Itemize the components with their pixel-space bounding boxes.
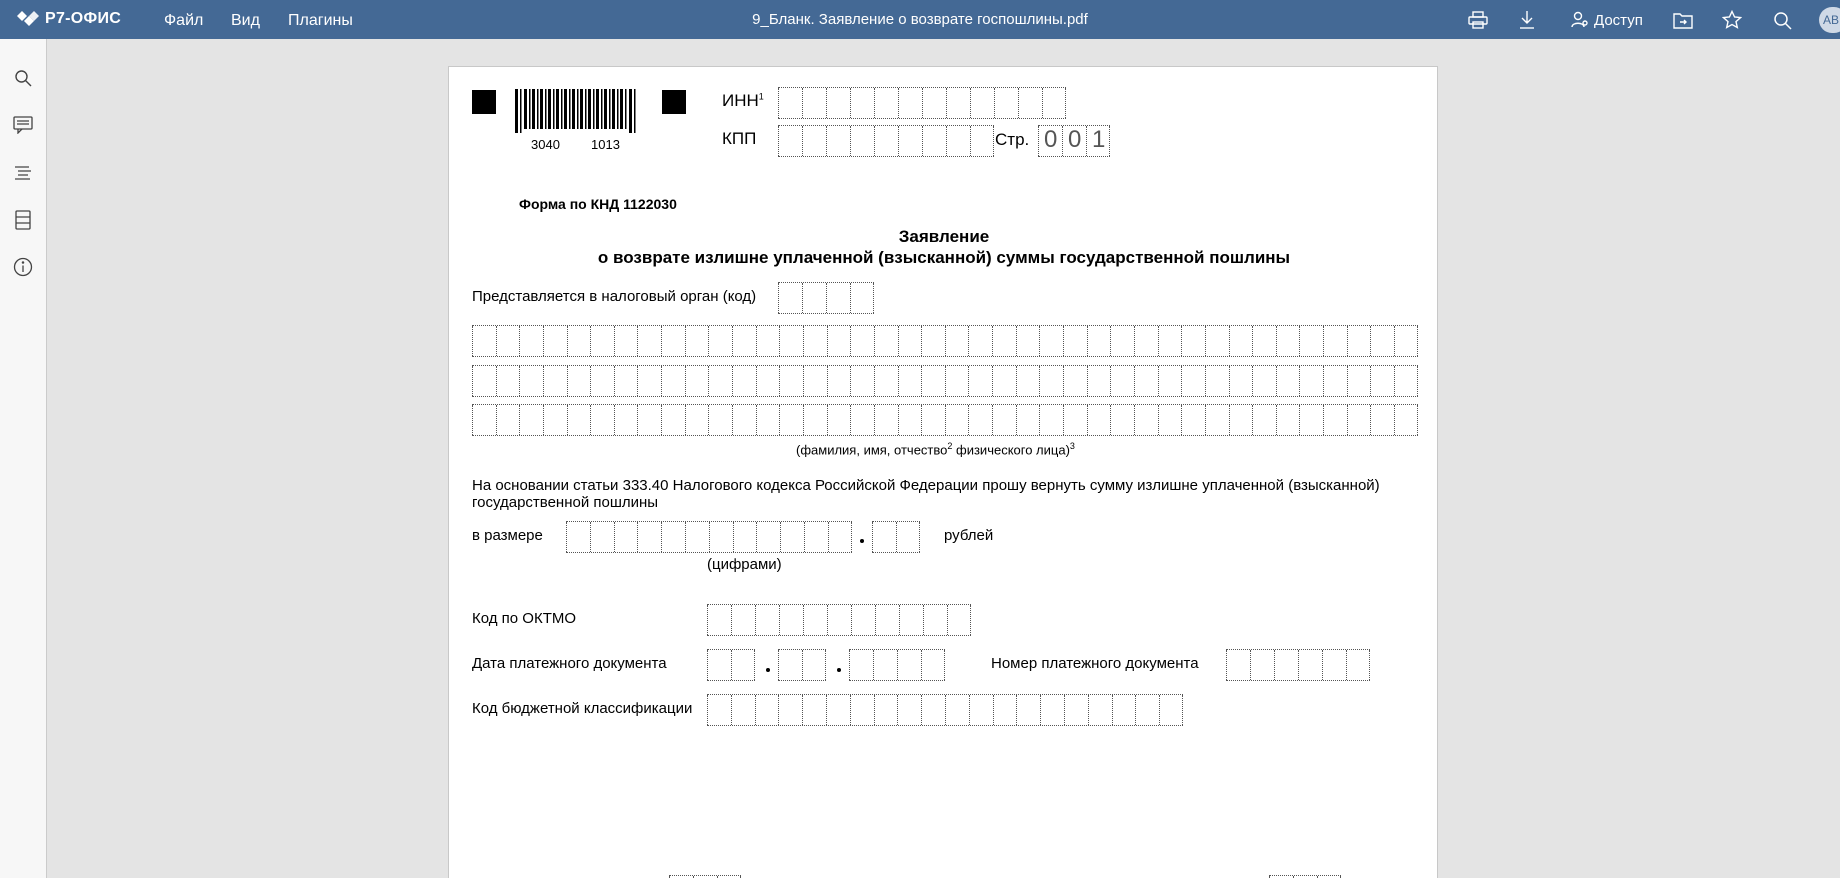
input-cell[interactable] [874,695,898,725]
input-cell[interactable] [874,405,898,435]
fio-field-line1[interactable] [472,325,1418,357]
input-cell[interactable] [707,695,731,725]
input-cell[interactable] [1229,405,1253,435]
input-cell[interactable] [850,366,874,396]
input-cell[interactable] [1159,695,1183,725]
input-cell[interactable] [804,522,828,552]
input-cell[interactable] [1394,326,1418,356]
search-icon[interactable] [11,66,35,90]
input-cell[interactable] [543,366,567,396]
input-cell[interactable] [872,522,896,552]
input-cell[interactable] [1205,366,1229,396]
input-cell[interactable] [567,326,591,356]
page-digit-2: 0 [1068,126,1082,153]
input-cell[interactable] [827,605,851,635]
input-cell[interactable] [1063,326,1087,356]
navigation-icon[interactable] [11,161,35,185]
input-cell[interactable] [780,522,804,552]
input-cell[interactable] [1181,326,1205,356]
input-cell[interactable] [828,522,852,552]
payment-date-day-field[interactable] [707,649,755,681]
input-cell[interactable] [732,366,756,396]
input-cell[interactable] [708,366,732,396]
folder-icon[interactable] [1672,9,1694,31]
input-cell[interactable] [992,405,1016,435]
input-cell[interactable] [661,366,685,396]
input-cell[interactable] [802,126,826,156]
alignment-mark-left [472,90,496,114]
input-cell[interactable] [707,605,731,635]
fio-field-line2[interactable] [472,365,1418,397]
input-cell[interactable] [590,405,614,435]
input-cell[interactable] [849,650,873,680]
input-cell[interactable] [590,366,614,396]
input-cell[interactable] [1252,366,1276,396]
inn-label: ИНН$^1$ [722,91,764,110]
input-cell[interactable] [994,88,1018,118]
input-cell[interactable] [779,366,803,396]
payment-date-year-field[interactable] [849,649,945,681]
input-cell[interactable] [921,405,945,435]
input-cell[interactable] [803,405,827,435]
input-cell[interactable] [873,650,897,680]
input-cell[interactable] [707,650,731,680]
input-cell[interactable] [1299,405,1323,435]
input-cell[interactable] [1252,405,1276,435]
barcode [515,89,643,139]
input-cell[interactable] [921,695,945,725]
input-cell[interactable] [1039,326,1063,356]
input-cell[interactable] [947,605,971,635]
input-cell[interactable] [779,605,803,635]
input-cell[interactable] [874,366,898,396]
input-cell[interactable] [1370,405,1394,435]
input-cell[interactable] [803,605,827,635]
input-cell[interactable] [1016,405,1040,435]
input-cell[interactable] [637,405,661,435]
input-cell[interactable] [922,126,946,156]
input-cell[interactable] [1252,326,1276,356]
barcode-number-left: 3040 [531,137,560,152]
payment-number-field[interactable] [1226,649,1370,681]
user-avatar[interactable]: АВ [1819,7,1840,33]
input-cell[interactable] [1087,326,1111,356]
input-cell[interactable] [945,366,969,396]
top-toolbar [0,0,1840,39]
input-cell[interactable] [850,283,874,313]
input-cell[interactable] [1323,405,1347,435]
input-cell[interactable] [1134,405,1158,435]
logo-text: Р7-ОФИС [45,10,122,27]
input-cell[interactable] [968,326,992,356]
input-cell[interactable] [850,126,874,156]
input-cell[interactable] [898,405,922,435]
input-cell[interactable] [756,405,780,435]
input-cell[interactable] [1322,650,1346,680]
access-label: Доступ [1594,11,1643,29]
input-cell[interactable] [731,650,755,680]
printer-icon[interactable] [1467,9,1489,31]
kbk-label: Код бюджетной классификации [472,700,693,717]
input-cell[interactable] [733,522,757,552]
barcode-number-right: 1013 [591,137,620,152]
input-cell[interactable] [732,405,756,435]
input-cell[interactable] [566,522,590,552]
comments-icon[interactable] [11,113,35,137]
input-cell[interactable] [851,605,875,635]
input-cell[interactable] [968,405,992,435]
input-cell[interactable] [1110,366,1134,396]
input-cell[interactable] [519,326,543,356]
amount-rubles-field[interactable] [566,521,852,553]
input-cell[interactable] [496,405,520,435]
input-cell[interactable] [1016,326,1040,356]
input-cell[interactable] [614,366,638,396]
input-cell[interactable] [1158,326,1182,356]
input-cell[interactable] [1039,405,1063,435]
input-cell[interactable] [1394,405,1418,435]
input-cell[interactable] [1087,366,1111,396]
input-cell[interactable] [802,283,826,313]
input-cell[interactable] [922,88,946,118]
input-cell[interactable] [850,695,874,725]
input-cell[interactable] [756,522,780,552]
input-cell[interactable] [946,88,970,118]
access-button[interactable] [1571,10,1643,30]
page-number-label: Стр. [995,130,1030,149]
input-cell[interactable] [472,366,496,396]
input-cell[interactable] [945,405,969,435]
input-cell[interactable] [1250,650,1274,680]
input-cell[interactable] [472,326,496,356]
input-cell[interactable] [1110,405,1134,435]
input-cell[interactable] [756,326,780,356]
amount-kopecks-field[interactable] [872,521,920,553]
input-cell[interactable] [1135,695,1159,725]
thumbnails-icon[interactable] [11,208,35,232]
input-cell[interactable] [685,366,709,396]
document-title: 9_Бланк. Заявление о возврате госпошлины.pdf [752,11,1088,28]
input-cell[interactable] [661,326,685,356]
input-cell[interactable] [496,326,520,356]
input-cell[interactable] [1298,650,1322,680]
input-cell[interactable] [945,326,969,356]
input-cell[interactable] [923,605,947,635]
input-cell[interactable] [756,366,780,396]
input-cell[interactable] [1370,366,1394,396]
left-sidebar [0,39,47,878]
input-cell[interactable] [874,126,898,156]
menu-view[interactable]: Вид [231,12,260,29]
input-cell[interactable] [875,605,899,635]
document-page [448,66,1438,878]
input-cell[interactable] [921,650,945,680]
input-cell[interactable] [1370,326,1394,356]
input-cell[interactable] [1205,405,1229,435]
decimal-point [860,539,864,543]
date-separator-2 [837,668,841,672]
digits-caption: (цифрами) [707,556,782,573]
input-cell[interactable] [709,522,733,552]
amount-label: в размере [472,527,543,544]
input-cell[interactable] [803,366,827,396]
input-cell[interactable] [874,88,898,118]
input-cell[interactable] [590,522,614,552]
fio-field-line3[interactable] [472,404,1418,436]
input-cell[interactable] [1229,326,1253,356]
input-cell[interactable] [1347,366,1371,396]
input-cell[interactable] [945,695,969,725]
menu-plugins[interactable]: Плагины [288,12,353,29]
input-cell[interactable] [1040,695,1064,725]
input-cell[interactable] [826,283,850,313]
input-cell[interactable] [637,366,661,396]
input-cell[interactable] [1087,405,1111,435]
input-cell[interactable] [779,326,803,356]
input-cell[interactable] [921,366,945,396]
input-cell[interactable] [755,695,779,725]
input-cell[interactable] [1063,405,1087,435]
input-cell[interactable] [850,405,874,435]
input-cell[interactable] [827,405,851,435]
input-cell[interactable] [1181,405,1205,435]
input-cell[interactable] [614,326,638,356]
input-cell[interactable] [827,366,851,396]
input-cell[interactable] [802,88,826,118]
input-cell[interactable] [992,366,1016,396]
input-cell[interactable] [708,326,732,356]
input-cell[interactable] [614,522,638,552]
input-cell[interactable] [1110,326,1134,356]
oktmo-field[interactable] [707,604,971,636]
input-cell[interactable] [969,695,993,725]
kpp-label: КПП [722,129,757,148]
input-cell[interactable] [472,405,496,435]
payment-number-label: Номер платежного документа [991,655,1199,672]
input-cell[interactable] [778,650,802,680]
input-cell[interactable] [685,326,709,356]
input-cell[interactable] [802,695,826,725]
input-cell[interactable] [826,695,850,725]
input-cell[interactable] [896,522,920,552]
input-cell[interactable] [850,326,874,356]
page-digit-1: 0 [1044,126,1058,153]
input-cell[interactable] [731,605,755,635]
input-cell[interactable] [1042,88,1066,118]
tax-authority-label: Представляется в налоговый орган (код) [472,288,757,305]
input-cell[interactable] [732,326,756,356]
input-cell[interactable] [946,126,970,156]
input-cell[interactable] [897,650,921,680]
info-icon[interactable] [11,255,35,279]
input-cell[interactable] [1134,326,1158,356]
input-cell[interactable] [1323,366,1347,396]
input-cell[interactable] [779,405,803,435]
input-cell[interactable] [590,326,614,356]
input-cell[interactable] [874,326,898,356]
input-cell[interactable] [661,405,685,435]
input-cell[interactable] [1346,650,1370,680]
input-cell[interactable] [1088,695,1112,725]
input-cell[interactable] [661,522,685,552]
input-cell[interactable] [970,88,994,118]
input-cell[interactable] [778,126,802,156]
kpp-field[interactable] [778,125,994,157]
input-cell[interactable] [614,405,638,435]
payment-date-label: Дата платежного документа [472,655,667,672]
input-cell[interactable] [778,283,802,313]
input-cell[interactable] [1063,366,1087,396]
basis-text: На основании статьи 333.40 Налогового кодекса Российской Федерации прошу вернуть сумму излишне уплаченной (взысканной) государственной пошлины [472,477,1380,511]
page-digit-3: 1 [1092,126,1106,153]
input-cell[interactable] [897,695,921,725]
input-cell[interactable] [850,88,874,118]
input-cell[interactable] [1016,366,1040,396]
input-cell[interactable] [803,326,827,356]
input-cell[interactable] [1064,695,1088,725]
input-cell[interactable] [826,126,850,156]
input-cell[interactable] [1016,695,1040,725]
input-cell[interactable] [543,405,567,435]
currency-label: рублей [944,527,994,544]
star-icon[interactable] [1721,9,1743,31]
input-cell[interactable] [970,126,994,156]
input-cell[interactable] [826,88,850,118]
oktmo-label: Код по ОКТМО [472,610,577,627]
search-icon[interactable] [1771,9,1793,31]
input-cell[interactable] [1347,326,1371,356]
input-cell[interactable] [1276,326,1300,356]
input-cell[interactable] [1299,326,1323,356]
input-cell[interactable] [731,695,755,725]
kbk-field[interactable] [707,694,1183,726]
input-cell[interactable] [685,522,709,552]
input-cell[interactable] [1205,326,1229,356]
input-cell[interactable] [543,326,567,356]
input-cell[interactable] [496,366,520,396]
input-cell[interactable] [1134,366,1158,396]
tax-authority-code-field[interactable] [778,282,874,314]
input-cell[interactable] [685,405,709,435]
input-cell[interactable] [1158,366,1182,396]
input-cell[interactable] [1112,695,1136,725]
menu-file[interactable]: Файл [164,12,204,29]
input-cell[interactable] [899,605,923,635]
input-cell[interactable] [755,605,779,635]
fio-caption: (фамилия, имя, отчество$^2$ физического лица)$^3$ [796,441,1075,458]
input-cell[interactable] [1226,650,1250,680]
date-separator-1 [766,668,770,672]
input-cell[interactable] [778,88,802,118]
input-cell[interactable] [1347,405,1371,435]
download-icon[interactable] [1516,9,1538,31]
app-logo [16,9,121,29]
input-cell[interactable] [968,366,992,396]
input-cell[interactable] [1181,366,1205,396]
input-cell[interactable] [898,326,922,356]
input-cell[interactable] [1158,405,1182,435]
input-cell[interactable] [1018,88,1042,118]
input-cell[interactable] [898,126,922,156]
input-cell[interactable] [1229,366,1253,396]
input-cell[interactable] [1323,326,1347,356]
input-cell[interactable] [898,88,922,118]
input-cell[interactable] [778,695,802,725]
input-cell[interactable] [1274,650,1298,680]
user-access-icon [1571,11,1589,29]
payment-date-month-field[interactable] [778,649,826,681]
input-cell[interactable] [1394,366,1418,396]
input-cell[interactable] [1276,405,1300,435]
input-cell[interactable] [802,650,826,680]
input-cell[interactable] [992,326,1016,356]
form-title-line2: о возврате излишне уплаченной (взысканной) суммы государственной пошлины [597,248,1291,267]
input-cell[interactable] [1039,366,1063,396]
input-cell[interactable] [708,405,732,435]
input-cell[interactable] [1276,366,1300,396]
input-cell[interactable] [827,326,851,356]
input-cell[interactable] [1299,366,1323,396]
alignment-mark-right [662,90,686,114]
input-cell[interactable] [519,366,543,396]
inn-field[interactable] [778,87,1066,119]
input-cell[interactable] [993,695,1017,725]
input-cell[interactable] [637,326,661,356]
form-title-line1: Заявление [898,227,990,246]
input-cell[interactable] [567,366,591,396]
input-cell[interactable] [637,522,661,552]
input-cell[interactable] [898,366,922,396]
knd-code: Форма по КНД 1122030 [519,196,677,212]
logo-icon [16,10,40,28]
input-cell[interactable] [921,326,945,356]
input-cell[interactable] [519,405,543,435]
input-cell[interactable] [567,405,591,435]
